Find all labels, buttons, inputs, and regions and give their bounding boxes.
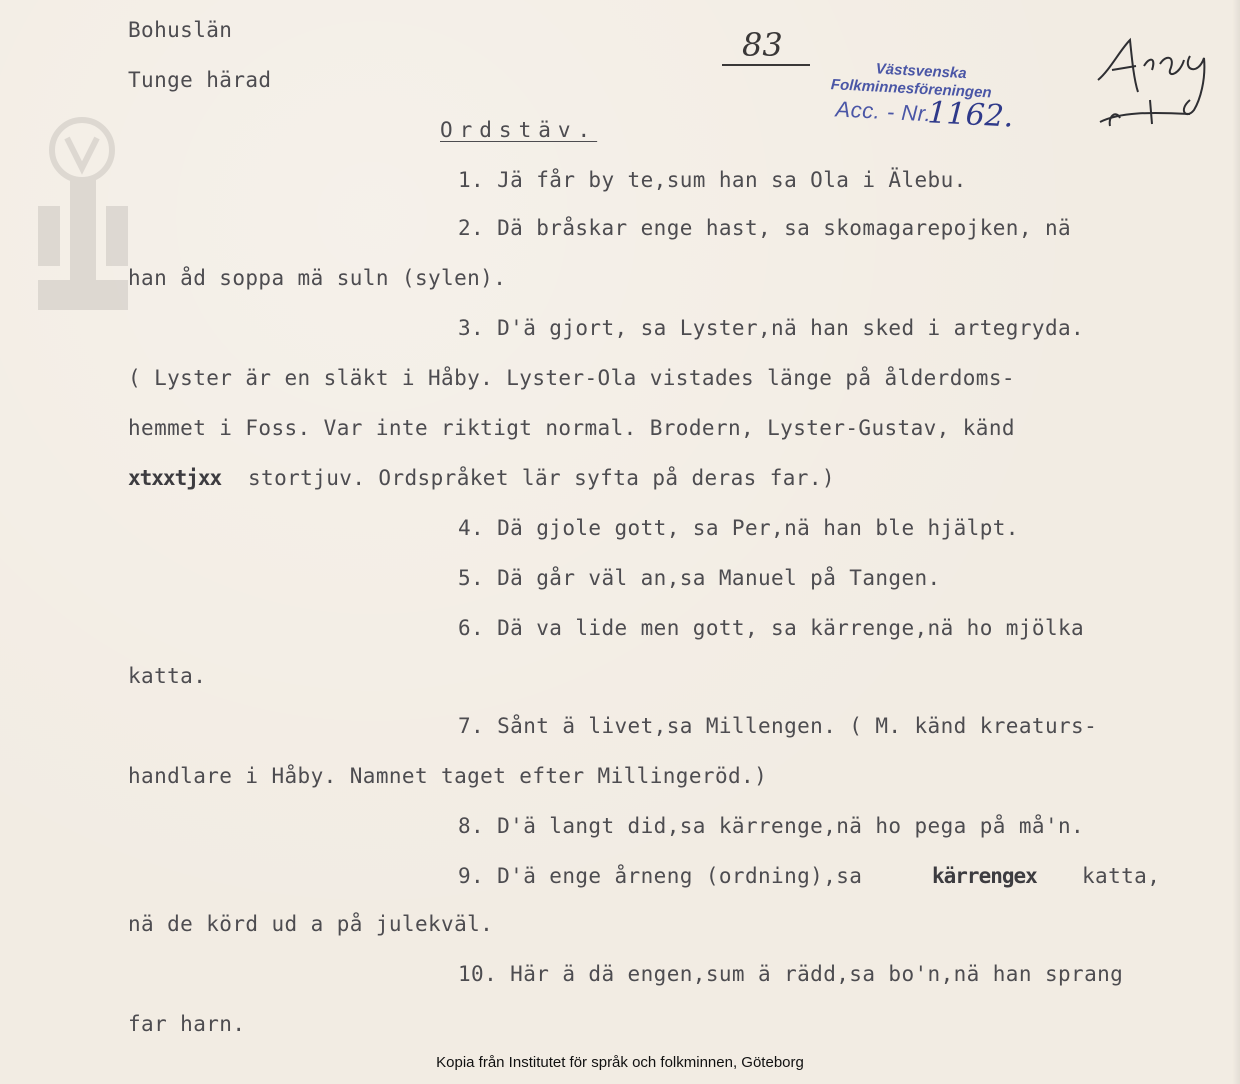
text-line: far harn. xyxy=(128,1012,246,1036)
text-line: 10. Här ä dä engen,sum ä rädd,sa bo'n,nä han sprang xyxy=(458,962,1124,986)
stamp-accession-number: 1162. xyxy=(926,95,1015,135)
text-line: 4. Dä gjole gott, sa Per,nä han ble hjälpt. xyxy=(458,516,1019,540)
stamp-line-2: Folkminnesföreningen xyxy=(830,76,992,102)
text-line: stortjuv. Ordspråket lär syfta på deras far.) xyxy=(248,466,835,490)
page-number: 83 xyxy=(742,26,783,64)
text-line: 7. Sånt ä livet,sa Millengen. ( M. känd kreaturs- xyxy=(458,714,1098,738)
archive-watermark-icon xyxy=(34,110,134,340)
page-number-underline xyxy=(722,64,810,66)
handwritten-signature xyxy=(1090,30,1240,140)
text-line: katta, xyxy=(1082,864,1161,888)
struck-out-word: xtxxtjxx xyxy=(128,466,222,490)
text-line: 2. Dä bråskar enge hast, sa skomagarepojken, nä xyxy=(458,216,1072,240)
region-label: Bohuslän xyxy=(128,18,233,42)
text-line: nä de körd ud a på julekväl. xyxy=(128,912,494,936)
text-line: hemmet i Foss. Var inte riktigt normal. Brodern, Lyster-Gustav, känd xyxy=(128,416,1015,440)
document-title: Ordstäv. xyxy=(440,118,598,142)
archive-stamp xyxy=(826,54,1060,156)
text-line: 1. Jä får by te,sum han sa Ola i Älebu. xyxy=(458,168,967,192)
stamp-line-1: Västsvenska xyxy=(875,60,968,83)
text-line: ( Lyster är en släkt i Håby. Lyster-Ola vistades länge på ålderdoms- xyxy=(128,366,1015,390)
text-line: 8. D'ä langt did,sa kärrenge,nä ho pega på må'n. xyxy=(458,814,1085,838)
struck-out-word: kärrengex xyxy=(932,864,1037,888)
text-line: 6. Dä va lide men gott, sa kärrenge,nä ho mjölka xyxy=(458,616,1085,640)
copy-notice-footer: Kopia från Institutet för språk och folkminnen, Göteborg xyxy=(436,1054,804,1071)
text-line: handlare i Håby. Namnet taget efter Millingeröd.) xyxy=(128,764,768,788)
page-edge-shadow xyxy=(1232,0,1240,1084)
text-line: 5. Dä går väl an,sa Manuel på Tangen. xyxy=(458,566,941,590)
text-line: han åd soppa mä suln (sylen). xyxy=(128,266,507,290)
text-line: 3. D'ä gjort, sa Lyster,nä han sked i artegryda. xyxy=(458,316,1085,340)
stamp-line-3: Acc. - Nr. xyxy=(834,96,933,127)
text-line: katta. xyxy=(128,664,207,688)
district-label: Tunge härad xyxy=(128,68,272,92)
text-line: 9. D'ä enge årneng (ordning),sa xyxy=(458,864,863,888)
